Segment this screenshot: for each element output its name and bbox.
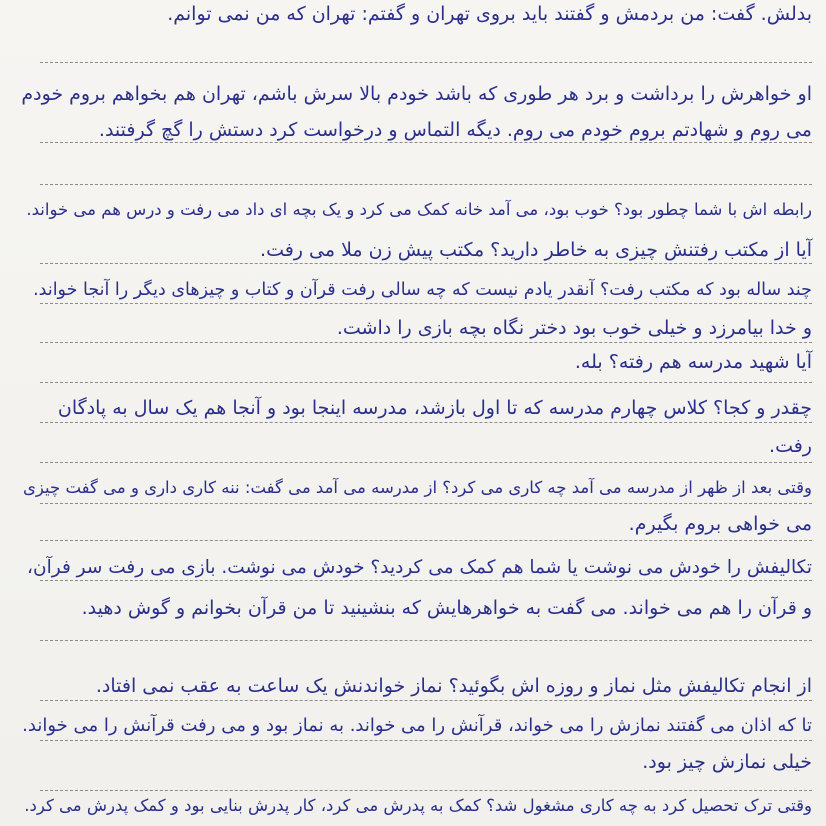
handwritten-line: از انجام تکالیفش مثل نماز و روزه اش بگوئید؟ نماز خواندنش یک ساعت به عقب نمی افتاد. <box>95 675 812 697</box>
handwritten-line: چقدر و کجا؟ کلاس چهارم مدرسه که تا اول بازشد، مدرسه اینجا بود و آنجا هم یک سال به پادگان <box>57 397 812 419</box>
ruled-line <box>40 503 812 504</box>
handwritten-line: رابطه اش با شما چطور بود؟ خوب بود، می آمد خانه کمک می کرد و یک بچه ای داد می رفت و درس هم می خواند. <box>26 200 812 219</box>
ruled-line <box>40 540 812 541</box>
ruled-line <box>40 62 812 63</box>
ruled-line <box>40 382 812 383</box>
handwritten-line: می خواهی بروم بگیرم. <box>628 513 812 535</box>
handwritten-line: آیا از مکتب رفتنش چیزی به خاطر دارید؟ مکتب پیش زن ملا می رفت. <box>260 239 812 261</box>
handwritten-line: می روم و شهادتم بروم خودم می روم. دیگه التماس و درخواست کرد دستش را گچ گرفتند. <box>98 119 812 141</box>
ruled-line <box>40 790 812 791</box>
ruled-line <box>40 700 812 701</box>
handwritten-line: وقتی ترک تحصیل کرد به چه کاری مشغول شد؟ کمک به پدرش می کرد، کار پدرش بنایی بود و کمک پدرش می کرد. <box>24 796 812 815</box>
ruled-line <box>40 263 812 264</box>
ruled-line <box>40 640 812 641</box>
handwritten-line: رفت. <box>769 435 812 457</box>
handwritten-line: تکالیفش را خودش می نوشت یا شما هم کمک می کردید؟ خودش می نوشت. بازی می رفت سر فرآن، <box>27 557 812 578</box>
ruled-line <box>40 422 812 423</box>
handwritten-line: او خواهرش را برداشت و برد هر طوری که باشد خودم بالا سرش باشم، تهران هم بخواهم بروم خودم <box>21 83 812 105</box>
ruled-line <box>40 462 812 463</box>
handwritten-line: آیا شهید مدرسه هم رفته؟ بله. <box>574 351 812 373</box>
handwritten-line: خیلی نمازش چیز بود. <box>642 751 812 773</box>
ruled-line <box>40 184 812 185</box>
ruled-line <box>40 342 812 343</box>
handwritten-line: تا که اذان می گفتند نمازش را می خواند، قرآنش را می خواند. به نماز بود و می رفت قرآنش را می خواند. <box>22 715 812 736</box>
handwritten-line: بدلش. گفت: من بردمش و گفتند باید بروی تهران و گفتم: تهران که من نمی توانم. <box>167 3 812 25</box>
ruled-line <box>40 740 812 741</box>
handwritten-line: و خدا بیامرزد و خیلی خوب بود دختر نگاه بچه بازی را داشت. <box>336 317 812 339</box>
ruled-line <box>40 580 812 581</box>
ruled-line <box>40 142 812 143</box>
handwritten-line: و قرآن را هم می خواند. می گفت به خواهرهایش که بنشینید تا من قرآن بخوانم و گوش دهید. <box>81 597 812 619</box>
handwritten-line: وقتی بعد از ظهر از مدرسه می آمد چه کاری می کرد؟ از مدرسه می آمد می گفت: ننه کاری داری و می گفت چیزی <box>23 478 812 497</box>
handwritten-line: چند ساله بود که مکتب رفت؟ آنقدر یادم نیست که چه سالی رفت قرآن و کتاب و چیزهای دیگر را آنجا خواند. <box>33 280 812 300</box>
ruled-line <box>40 303 812 304</box>
